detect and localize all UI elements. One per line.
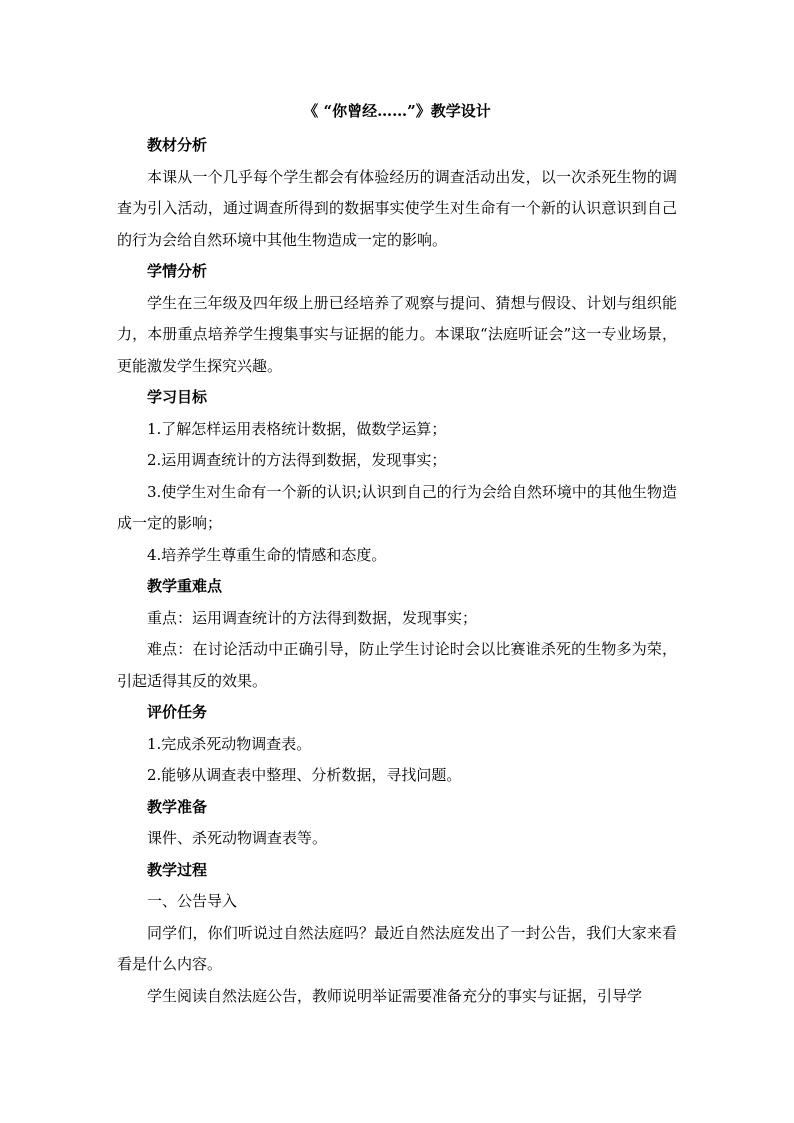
section-heading-learning-goals: 学习目标 — [147, 388, 208, 406]
task-item-2: 2.能够从调查表中整理、分析数据，寻找问题。 — [147, 766, 462, 784]
section-heading-evaluation-tasks: 评价任务 — [147, 703, 208, 721]
section-heading-preparation: 教学准备 — [147, 797, 208, 816]
key-point-focus: 重点：运用调查统计的方法得到数据，发现事实； — [147, 608, 478, 627]
process-paragraph-2: 学生阅读自然法庭公告，教师说明举证需要准备充分的事实与证据，引导学 — [147, 986, 643, 1005]
section-heading-teaching-process: 教学过程 — [147, 860, 208, 879]
paragraph-textbook-analysis: 本课从一个几乎每个学生都会有体验经历的调查活动出发，以一次杀死生物的调查为引入活动，通过调查所得到的数据事实使学生对生命有一个新的认识意识到自己的行为会给自然环境中其他生物造成一定的影响。 — [117, 167, 677, 249]
document-body — [117, 130, 677, 1012]
goal-item-1: 1.了解怎样运用表格统计数据，做数学运算； — [147, 419, 447, 438]
key-point-difficulty: 难点：在讨论活动中正确引导，防止学生讨论时会以比赛谁杀死的生物多为荣，引起适得其反的效果。 — [117, 640, 677, 690]
goal-item-2: 2.运用调查统计的方法得到数据，发现事实； — [147, 451, 447, 469]
paragraph-preparation: 课件、杀死动物调查表等。 — [147, 829, 328, 847]
section-heading-student-analysis: 学情分析 — [147, 262, 208, 280]
document-title: 《 “你曾经……”》教学设计 — [303, 102, 491, 120]
paragraph-student-analysis: 学生在三年级及四年级上册已经培养了观察与提问、猜想与假设、计划与组织能力，本册重点培养学生搜集事实与证据的能力。本课取“法庭听证会”这一专业场景，更能激发学生探究兴趣。 — [117, 293, 677, 375]
process-subheading: 一、公告导入 — [147, 892, 238, 910]
goal-item-3: 3.使学生对生命有一个新的认识;认识到自己的行为会给自然环境中的其他生物造成一定的影响； — [117, 482, 677, 532]
section-heading-textbook-analysis: 教材分析 — [147, 136, 208, 154]
section-heading-key-points: 教学重难点 — [147, 577, 223, 595]
task-item-1: 1.完成杀死动物调查表。 — [147, 734, 312, 753]
process-paragraph-1: 同学们，你们听说过自然法庭吗？最近自然法庭发出了一封公告，我们大家来看看是什么内容。 — [117, 923, 677, 973]
goal-item-4: 4.培养学生尊重生命的情感和态度。 — [147, 545, 387, 564]
